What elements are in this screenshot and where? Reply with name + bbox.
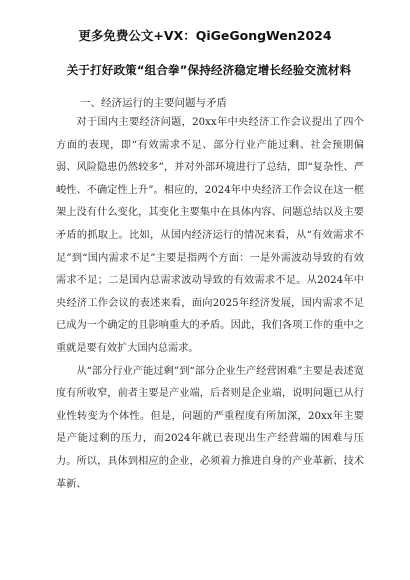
header-watermark: 更多免费公文+VX：QiGeGongWen2024 [78, 28, 332, 43]
document-body [56, 112, 364, 496]
section-heading: 一、经济运行的主要问题与矛盾 [80, 97, 227, 109]
paragraph-1: 对于国内主要经济问题，20xx年中央经济工作会议提出了四个方面的表现，即“有效需求不足、部分行业产能过剩、社会预期偏弱、风险隐患仍然较多”，并对外部环境进行了总结，即“复杂性、严峻性、不确定性上升”。相应的，2024年中央经济工作会议在这一框架上没有什么变化，其变化主要集中在具体内容、问题总结以及主要矛盾的抓取上。比如，从国内经济运行的情况来看，从“有效需求不足”到“国内需求不足”主要是指两个方面：一是外需波动导致的有效需求不足；二是国内总需求波动导致的有效需求不足。从2024年中央经济工作会议的表述来看，面向2025年经济发展，国内需求不足已成为一个确定的且影响重大的矛盾。因此，我们各项工作的重中之重就是要有效扩大国内总需求。 [56, 117, 364, 354]
paragraph-2: 从“部分行业产能过剩”到“部分企业生产经营困难”主要是表述宽度有所收窄，前者主要是产业端，后者则是企业端，说明问题已从行业性转变为个体性。但是，问题的严重程度有所加深，20xx年主要是产能过剩的压力，而2024年就已表现出生产经营端的困难与压力。所以，具体到相应的企业，必须着力推进自身的产业革新、技术革新、 [56, 365, 364, 490]
document-title: 关于打好政策“组合拳”保持经济稳定增长经验交流材料 [66, 63, 352, 77]
